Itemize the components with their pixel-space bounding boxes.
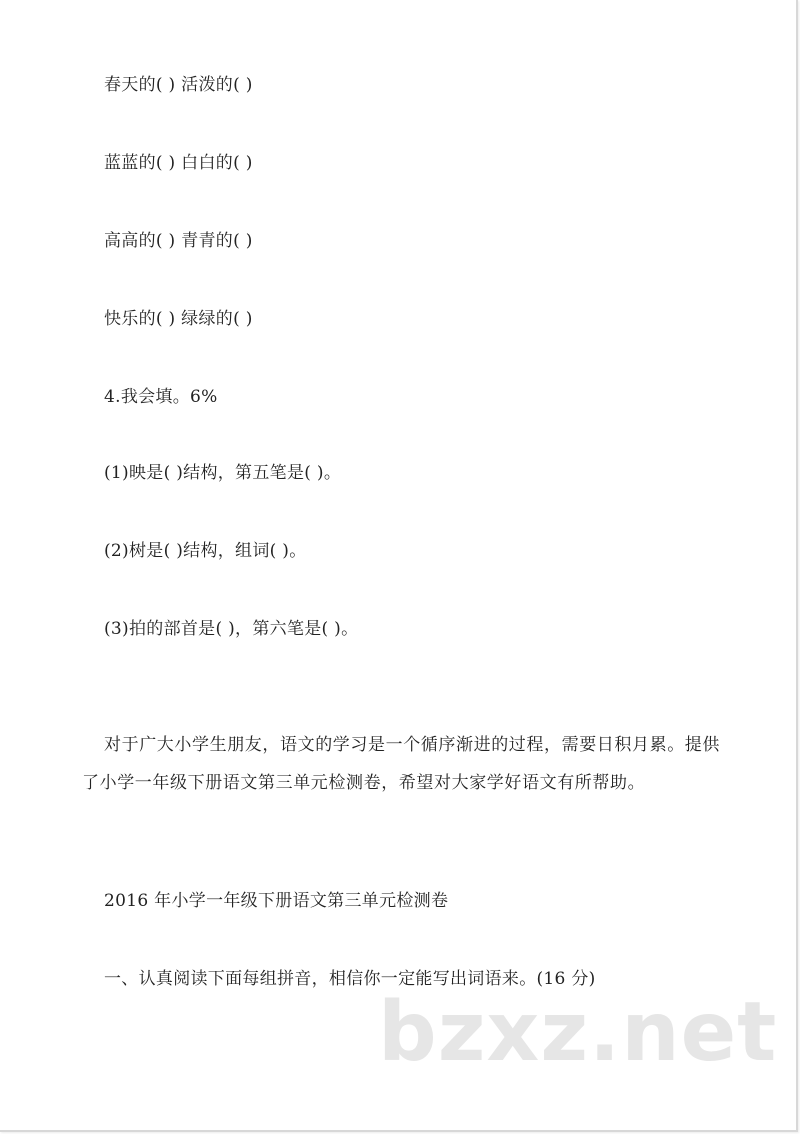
question-4-heading: 4.我会填。6% <box>104 387 218 407</box>
intro-paragraph-text: 对于广大小学生朋友，语文的学习是一个循序渐进的过程，需要日积月累。提供了小学一年级下册语文第三单元检测卷，希望对大家学好语文有所帮助。 <box>82 735 720 793</box>
fill-line-2: 蓝蓝的( ) 白白的( ) <box>104 153 253 173</box>
section-one-heading: 一、认真阅读下面每组拼音，相信你一定能写出词语来。(16 分) <box>104 969 596 989</box>
watermark-logo: bzxz.net <box>378 985 778 1080</box>
exam-title: 2016 年小学一年级下册语文第三单元检测卷 <box>104 891 449 911</box>
question-4-item-2: (2)树是( )结构，组词( )。 <box>104 541 307 561</box>
fill-line-3: 高高的( ) 青青的( ) <box>104 231 253 251</box>
question-4-item-1: (1)映是( )结构，第五笔是( )。 <box>104 463 342 483</box>
question-4-item-3: (3)拍的部首是( )，第六笔是( )。 <box>104 619 359 639</box>
fill-line-1: 春天的( ) 活泼的( ) <box>104 75 253 95</box>
intro-paragraph <box>82 726 722 802</box>
fill-line-4: 快乐的( ) 绿绿的( ) <box>104 309 253 329</box>
